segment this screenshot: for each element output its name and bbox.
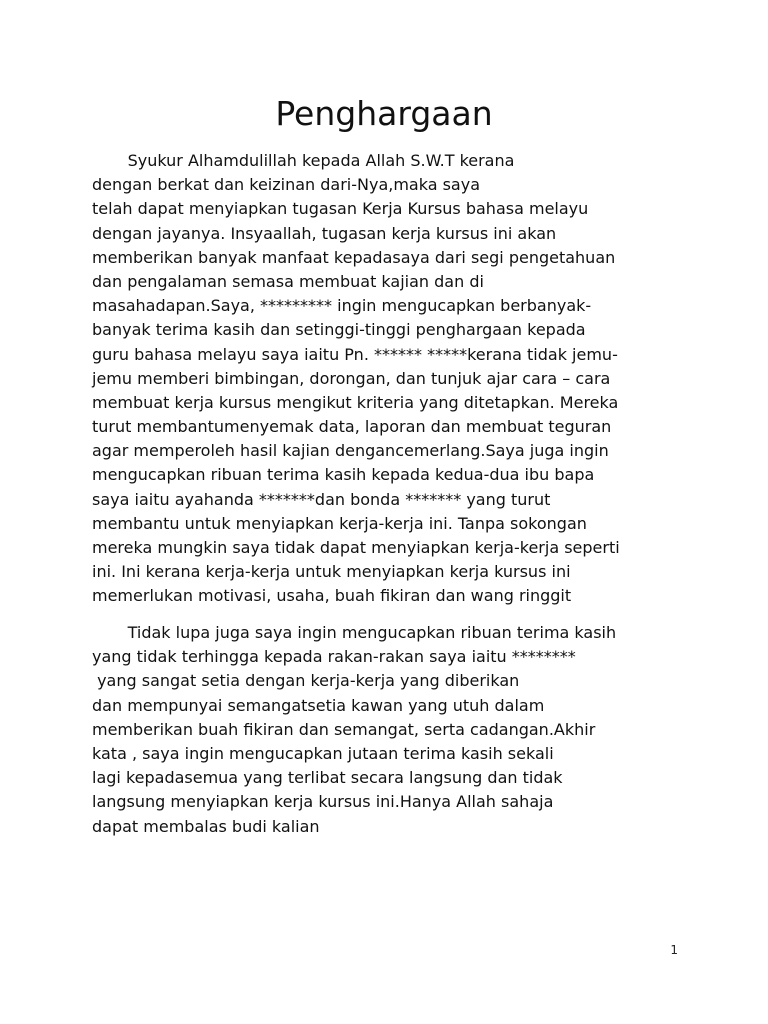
text-line: memberikan buah fikiran dan semangat, serta cadangan.Akhir xyxy=(92,719,596,739)
text-line: yang tidak terhingga kepada rakan-rakan saya iaitu ******** xyxy=(92,647,576,667)
text-line: kata , saya ingin mengucapkan jutaan terima kasih sekali xyxy=(92,743,554,763)
text-line: mengucapkan ribuan terima kasih kepada kedua-dua ibu bapa xyxy=(92,465,595,485)
text-line: guru bahasa melayu saya iaitu Pn. ****** *****kerana tidak jemu- xyxy=(92,344,618,364)
text-line: masahadapan.Saya, ********* ingin mengucapkan berbanyak- xyxy=(92,296,592,316)
page-title: Penghargaan xyxy=(275,94,493,133)
text-line: dan mempunyai semangatsetia kawan yang utuh dalam xyxy=(92,695,545,715)
text-line: jemu memberi bimbingan, dorongan, dan tunjuk ajar cara – cara xyxy=(92,368,611,388)
text-line: Tidak lupa juga saya ingin mengucapkan ribuan terima kasih xyxy=(92,623,617,642)
text-line: lagi kepadasemua yang terlibat secara langsung dan tidak xyxy=(92,768,563,788)
text-line: memerlukan motivasi, usaha, buah fikiran dan wang ringgit xyxy=(92,586,572,606)
text-line: mereka mungkin saya tidak dapat menyiapkan kerja-kerja seperti xyxy=(92,538,620,557)
text-line: memberikan banyak manfaat kepadasaya dari segi pengetahuan xyxy=(92,247,616,267)
paragraph-2 xyxy=(92,621,692,839)
text-line: saya iaitu ayahanda *******dan bonda ******* yang turut xyxy=(92,489,551,509)
text-line: dapat membalas budi kalian xyxy=(92,816,320,836)
text-line: turut membantumenyemak data, laporan dan membuat teguran xyxy=(92,417,612,437)
text-line: Syukur Alhamdulillah kepada Allah S.W.T kerana xyxy=(92,151,515,170)
text-line: membantu untuk menyiapkan kerja-kerja ini. Tanpa sokongan xyxy=(92,513,587,533)
text-line: dan pengalaman semasa membuat kajian dan di xyxy=(92,271,484,291)
text-line: langsung menyiapkan kerja kursus ini.Hanya Allah sahaja xyxy=(92,792,554,812)
text-line: dengan jayanya. Insyaallah, tugasan kerja kursus ini akan xyxy=(92,223,557,243)
text-line: telah dapat menyiapkan tugasan Kerja Kursus bahasa melayu xyxy=(92,199,589,219)
text-line: dengan berkat dan keizinan dari-Nya,maka saya xyxy=(92,175,481,195)
text-line: ini. Ini kerana kerja-kerja untuk menyiapkan kerja kursus ini xyxy=(92,562,571,582)
text-line: banyak terima kasih dan setinggi-tinggi penghargaan kepada xyxy=(92,320,586,340)
page-number: 1 xyxy=(670,943,678,957)
text-line: yang sangat setia dengan kerja-kerja yang diberikan xyxy=(92,671,520,691)
text-line: agar memperoleh hasil kajian dengancemerlang.Saya juga ingin xyxy=(92,441,609,461)
text-line: membuat kerja kursus mengikut kriteria yang ditetapkan. Mereka xyxy=(92,392,619,412)
paragraph-1 xyxy=(92,149,692,609)
